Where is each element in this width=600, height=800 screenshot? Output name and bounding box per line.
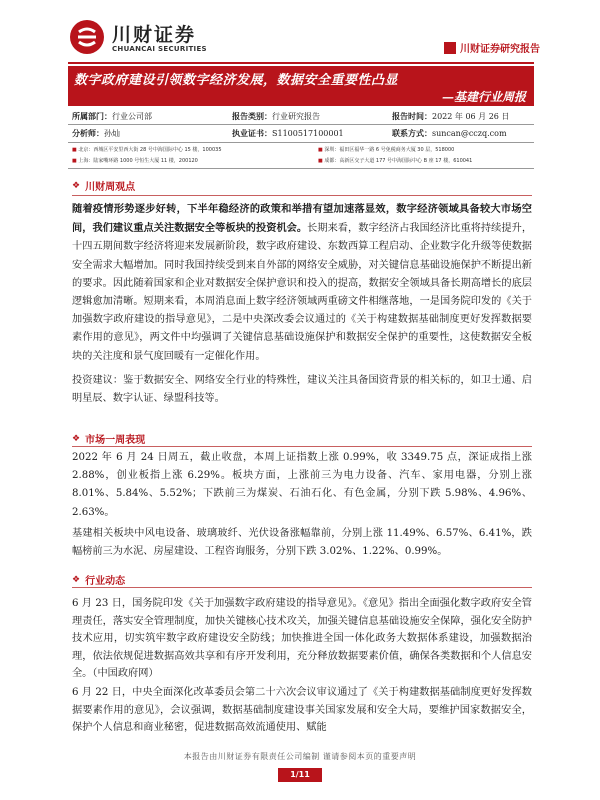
meta-divider [68, 124, 534, 125]
cert-label: 执业证书： [232, 129, 272, 138]
address-divider [68, 168, 534, 169]
address-beijing [72, 146, 222, 153]
type-label: 报告类别： [232, 112, 272, 121]
section-label: 川财周观点 [85, 182, 136, 193]
headline-banner [68, 66, 534, 106]
paragraph-news-1: 6 月 23 日，国务院印发《关于加强数字政府建设的指导意见》。《意见》指出全面强化数字政府安全管理责任，落实安全管理制度，加快关键核心技术攻关，加强关键信息基础设施安全保障，强化安全防护技术应用，切实筑牢数字政府建设安全防线；加快推进全国一体化政务大数据体系建设，加强数据治理，依法依规促进数据高效共享和有序开发利用，充分释放数据要素价值，确保各类数据和个人信息安全。（中国政府网） [72, 598, 532, 679]
footer-disclaimer: 本报告由川财证券有限责任公司编制 谨请参阅本页的重要声明 [183, 752, 417, 761]
contact-value[interactable]: suncan@cczq.com [432, 129, 507, 138]
report-title: 数字政府建设引领数字经济发展，数据安全重要性凸显 [74, 73, 399, 88]
cert-value: S1100517100001 [272, 129, 344, 138]
logo-text: 川财证券 [112, 24, 197, 46]
meta-dept [72, 111, 152, 122]
paragraph-infra: 基建相关板块中风电设备、玻璃玻纤、光伏设备涨幅靠前，分别上涨 11.49%、6.57%、6.41%，跌幅榜前三为水泥、房屋建设、工程咨询服务，分别下跌 3.02%、1.22%、0.99%。 [72, 528, 532, 558]
section-label: 市场一周表现 [85, 435, 146, 446]
meta-analyst [72, 128, 120, 139]
meta-type [232, 111, 320, 122]
section-title-news [72, 572, 125, 587]
location-icon: ■ [72, 147, 77, 153]
section-label: 行业动态 [85, 576, 126, 587]
section-underline [72, 446, 532, 447]
address-chengdu [318, 157, 472, 164]
diamond-icon: ❖ [72, 433, 81, 444]
analyst-label: 分析师： [72, 129, 104, 138]
report-brand [444, 40, 540, 55]
section-underline [72, 195, 532, 196]
brand-label: 川财证券研究报告 [460, 44, 540, 55]
contact-label: 联系方式： [392, 129, 432, 138]
location-icon: ■ [318, 158, 323, 164]
analyst-value: 孙灿 [104, 129, 120, 138]
address-shenzhen [318, 146, 454, 153]
section-underline [72, 587, 532, 588]
paragraph-investment: 投资建议：鉴于数据安全、网络安全行业的特殊性，建议关注具备国资背景的相关标的，如卫士通、启明星辰、数字认证、绿盟科技等。 [72, 375, 532, 405]
meta-cert [232, 128, 344, 139]
page-number: 1/11 [278, 768, 322, 782]
header-divider [68, 62, 534, 64]
company-logo [70, 18, 210, 60]
paragraph-news-2: 6 月 22 日，中央全面深化改革委员会第二十六次会议审议通过了《关于构建数据基础制度更好发挥数据要素作用的意见》，会议强调，数据基础制度建设事关国家发展和安全大局，要维护国家数据安全，保护个人信息和商业秘密，促进数据高效流通使用、赋能 [72, 687, 532, 733]
logo-mark-icon [70, 20, 104, 54]
logo-subtext: CHUANCAI SECURITIES [112, 45, 207, 53]
date-label: 报告时间： [392, 112, 432, 121]
location-icon: ■ [318, 147, 323, 153]
section-title-market [72, 431, 145, 446]
date-value: 2022 年 06 月 26 日 [432, 112, 510, 121]
address-text: 成都：高新区交子大道 177 号中海国际中心 B 座 17 楼，610041 [324, 158, 473, 164]
diamond-icon: ❖ [72, 180, 81, 191]
paragraph-rest: 长期来看，数字经济占我国经济比重将持续提升，十四五期间数字经济将迎来发展新阶段，数字政府建设、东数西算工程启动、企业数字化升级等使数据安全需求大幅增加。同时我国持续受到来自外部的网络安全威胁，对关键信息基础设施保护不断提出新的要求。因此随着国家和企业对数据安全保护意识和投入的提高，数据安全领域具备长期高增长的底层逻辑愈加清晰。短期来看，本周消息面上数字经济领域两重磅文件相继落地，一是国务院印发的《关于加强数字政府建设的指导意见》，二是中央深改委会议通过的《关于构建数据基础制度更好发挥数据要素作用的意见》，两文件中均强调了关键信息基础设施保护和数据安全保护的重要性，这使数据安全板块的关注度和景气度回暖有一定催化作用。 [72, 223, 533, 362]
meta-contact [392, 128, 507, 139]
paragraph-bold: 随着疫情形势逐步好转，下半年稳经济的政策和举措有望加速落显效，数字经济领域具备较大市场空间，我们建议重点关注数据安全等板块的投资机会。 [72, 203, 532, 235]
meta-date [392, 111, 509, 122]
paragraph-market: 2022 年 6 月 24 日周五，截止收盘，本周上证指数上涨 0.99%，收 3349.75 点，深证成指上涨 2.88%，创业板指上涨 6.29%。板块方面，上涨前三为电力设备、汽车、家用电器，分别上涨 8.01%、5.84%、5.52%；下跌前三为煤炭、石油石化、有色金属，分别下跌 5.98%、4.96%、2.63%。 [72, 452, 532, 518]
type-value: 行业研究报告 [272, 112, 320, 121]
dept-value: 行业公司部 [112, 112, 152, 121]
brand-square-icon [444, 42, 456, 54]
address-text: 北京：西城区平安里西大街 28 号中海国际中心 15 楼，100035 [78, 147, 222, 153]
dept-label: 所属部门： [72, 112, 112, 121]
address-shanghai [72, 157, 198, 164]
address-text: 上海：陆家嘴环路 1000 号恒生大厦 11 楼，200120 [78, 158, 198, 164]
report-subtitle: —基建行业周报 [441, 90, 526, 104]
address-text: 深圳：福田区福华一路 6 号免税商务大厦 30 层，518000 [324, 147, 455, 153]
location-icon: ■ [72, 158, 77, 164]
meta-divider [68, 142, 534, 143]
section-title-view [72, 178, 135, 193]
paragraph-view [72, 200, 532, 366]
diamond-icon: ❖ [72, 574, 81, 585]
